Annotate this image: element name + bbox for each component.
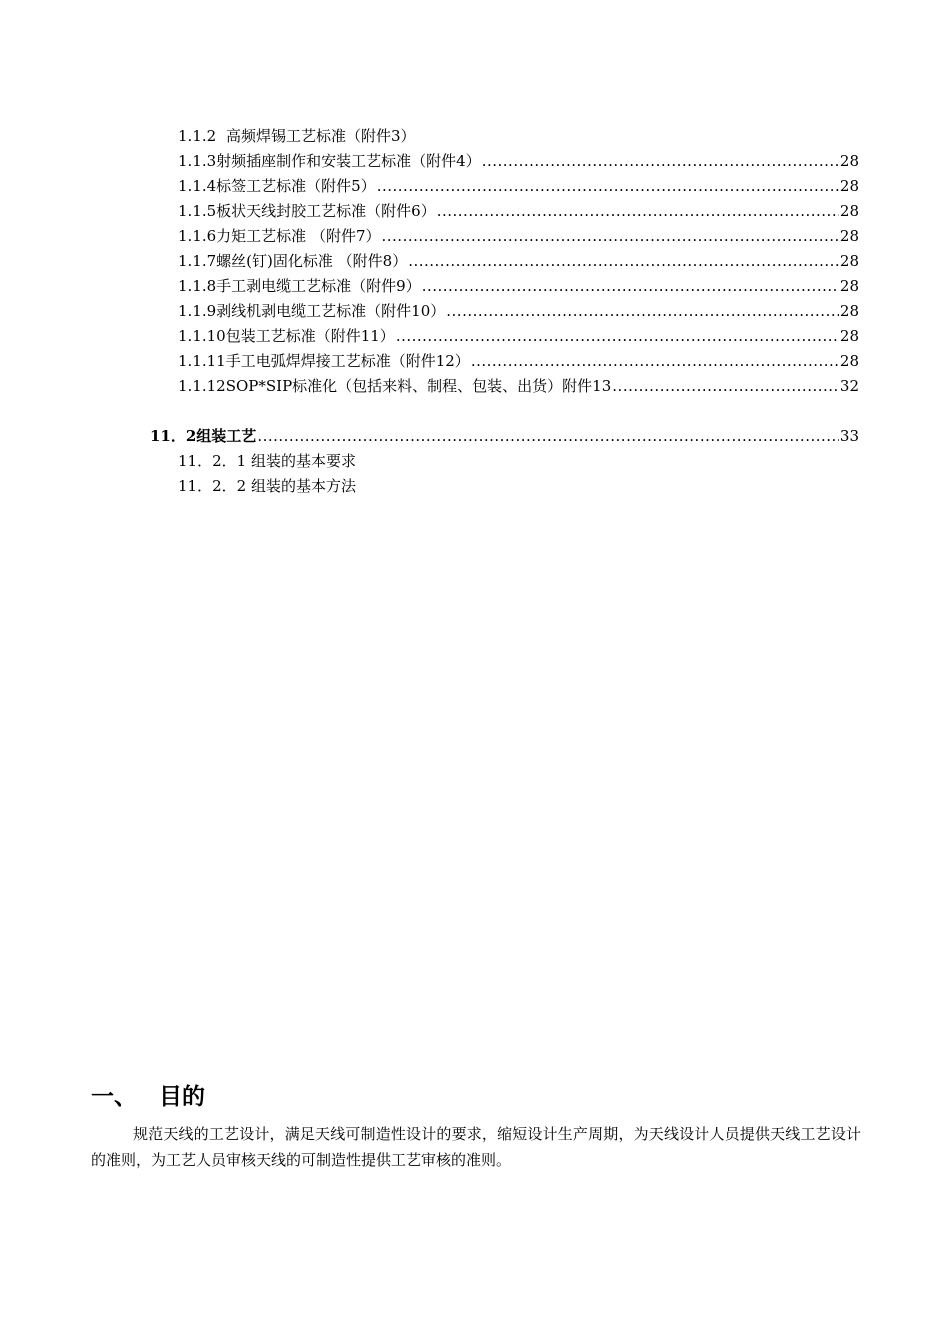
toc-entry-number: 1.1.7: [178, 252, 217, 270]
toc-entry[interactable]: [178, 374, 859, 399]
toc-entry[interactable]: [178, 149, 859, 174]
toc-leader-dots: [437, 199, 839, 224]
toc-entry[interactable]: [178, 199, 859, 224]
toc-entry-title: 手工剥电缆工艺标准（附件9）: [216, 277, 421, 295]
section-heading: [91, 1080, 205, 1114]
toc-leader-dots: [612, 374, 839, 399]
toc-subsection-item[interactable]: 11．2．1 组装的基本要求: [178, 452, 356, 470]
toc-entry-number: 1.1.6: [178, 227, 217, 245]
toc-entry[interactable]: [178, 324, 859, 349]
toc-entry-title: 标签工艺标准（附件5）: [216, 177, 376, 195]
toc-entry[interactable]: [178, 124, 859, 149]
toc-entry-title: 高频焊锡工艺标准（附件3）: [226, 127, 416, 145]
toc-leader-dots: [382, 224, 839, 249]
toc-entry-page: 28: [839, 177, 859, 195]
toc-entry-number: 1.1.8: [178, 277, 217, 295]
body-paragraph: 规范天线的工艺设计，满足天线可制造性设计的要求，缩短设计生产周期，为天线设计人员提供天线工艺设计的准则，为工艺人员审核天线的可制造性提供工艺审核的准则。: [91, 1125, 861, 1169]
toc-entry-title: 包装工艺标准（附件11）: [225, 327, 395, 345]
toc-entry-page: 28: [839, 227, 859, 245]
toc-entry-page: 28: [839, 277, 859, 295]
toc-entry-page: 28: [839, 252, 859, 270]
toc-entry[interactable]: [178, 274, 859, 299]
toc-leader-dots: [257, 424, 839, 449]
toc-entry-page: 32: [839, 377, 859, 395]
toc-subsection-item[interactable]: 11．2．2 组装的基本方法: [178, 477, 356, 495]
toc-entry-page: 28: [839, 302, 859, 320]
toc-entry[interactable]: [178, 299, 859, 324]
toc-entry-title: SOP*SIP标准化（包括来料、制程、包装、出货）附件13: [225, 377, 612, 395]
toc-entry-page: 28: [839, 327, 859, 345]
toc-entry-title: 板状天线封胶工艺标准（附件6）: [216, 202, 436, 220]
toc-section-page: 33: [839, 427, 859, 445]
toc-leader-dots: [396, 324, 839, 349]
toc-entry[interactable]: [178, 224, 859, 249]
toc-entry-page: 28: [839, 352, 859, 370]
toc-entry-title: 手工电弧焊焊接工艺标准（附件12）: [225, 352, 470, 370]
toc-entry[interactable]: [178, 249, 859, 274]
toc-leader-dots: [471, 349, 839, 374]
toc-leader-dots: [408, 249, 839, 274]
toc-entry-number: 1.1.4: [178, 177, 217, 195]
toc-section-title: 11．2组装工艺: [150, 427, 257, 445]
toc-entry-page: 28: [839, 152, 859, 170]
toc-entry-page: 28: [839, 202, 859, 220]
toc-entry-number: 1.1.2: [178, 127, 217, 145]
toc-entry-title: 力矩工艺标准 （附件7）: [216, 227, 381, 245]
toc-entry-title: 剥线机剥电缆工艺标准（附件10）: [216, 302, 446, 320]
toc-entry[interactable]: [178, 349, 859, 374]
toc-leader-dots: [377, 174, 839, 199]
toc-entry-number: 1.1.5: [178, 202, 217, 220]
toc-section-entry[interactable]: [150, 424, 859, 449]
toc-entry-number: 1.1.3: [178, 152, 217, 170]
toc-entry-title: 螺丝(钉)固化标准 （附件8）: [216, 252, 408, 270]
toc-entry-number: 1.1.12: [178, 377, 226, 395]
toc-leader-dots: [446, 299, 839, 324]
toc-entry[interactable]: [178, 174, 859, 199]
toc-entry-number: 1.1.11: [178, 352, 226, 370]
toc-entry-number: 1.1.10: [178, 327, 226, 345]
toc-leader-dots: [422, 274, 839, 299]
section-heading-number: 一、: [91, 1084, 137, 1110]
toc-entry-title: 射频插座制作和安装工艺标准（附件4）: [216, 152, 481, 170]
toc-entry-number: 1.1.9: [178, 302, 217, 320]
section-heading-title: 目的: [159, 1084, 205, 1110]
toc-leader-dots: [482, 149, 839, 174]
